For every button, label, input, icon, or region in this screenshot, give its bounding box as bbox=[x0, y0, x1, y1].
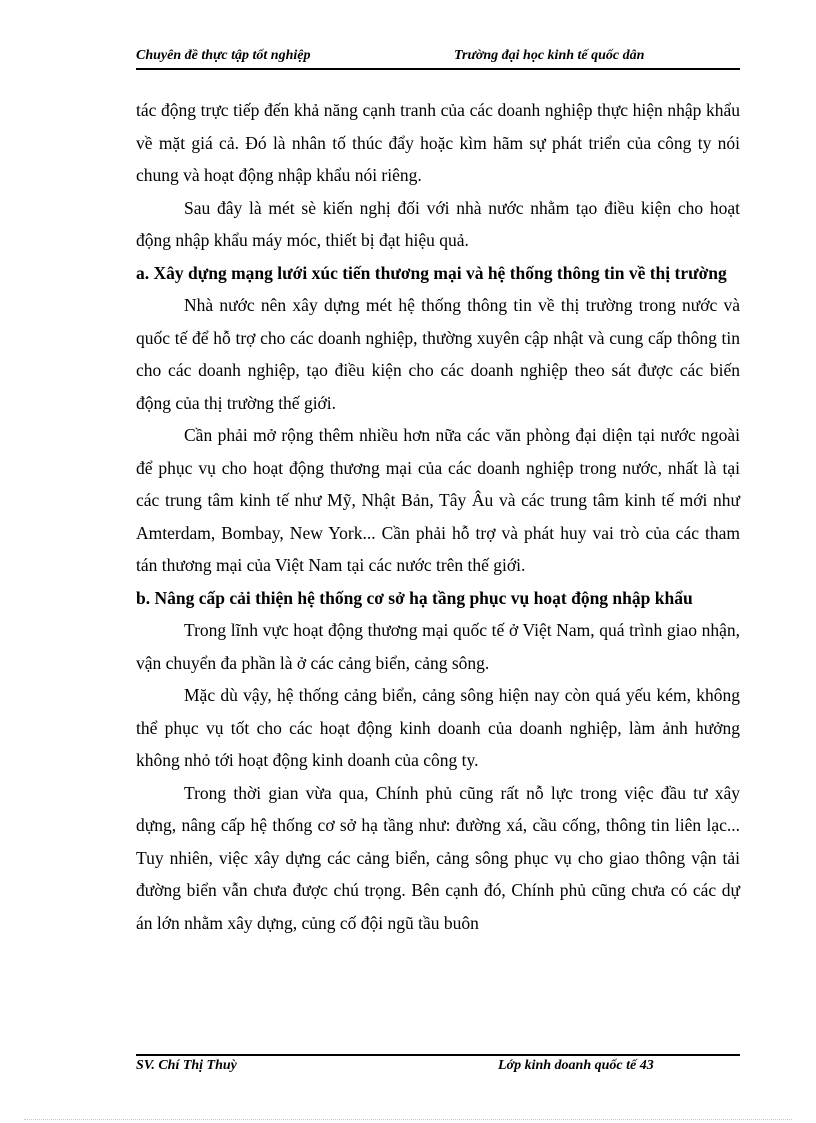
document-body bbox=[136, 94, 740, 939]
footer-class-name: Lớp kinh doanh quốc tế 43 bbox=[498, 1058, 654, 1073]
paragraph-3: Nhà nước nên xây dựng mét hệ thống thông tin về thị trường trong nước và quốc tế để hỗ trợ cho các doanh nghiệp, thường xuyên cập nhật và cung cấp thông tin cho các doanh nghiệp, tạo điều kiện cho các doanh nghiệp theo sát được các biến động của thị trường thế giới. bbox=[136, 295, 740, 413]
page-header bbox=[136, 48, 740, 70]
section-heading-a: a. Xây dựng mạng lưới xúc tiến thương mại và hệ thống thông tin về thị trường bbox=[136, 262, 727, 283]
page-bottom-dotted-line bbox=[24, 1119, 792, 1120]
header-left-title: Chuyên đề thực tập tốt nghiệp bbox=[136, 48, 311, 63]
paragraph-5: Trong lĩnh vực hoạt động thương mại quốc tế ở Việt Nam, quá trình giao nhận, vận chuyển đa phần là ở các cảng biển, cảng sông. bbox=[136, 620, 740, 673]
paragraph-1: tác động trực tiếp đến khả năng cạnh tranh của các doanh nghiệp thực hiện nhập khẩu về mặt giá cả. Đó là nhân tố thúc đẩy hoặc kìm hãm sự phát triển của công ty nói chung và hoạt động nhập khẩu nói riêng. bbox=[136, 100, 740, 185]
paragraph-7: Trong thời gian vừa qua, Chính phủ cũng rất nỗ lực trong việc đầu tư xây dựng, nâng cấp hệ thống cơ sở hạ tầng như: đường xá, cầu cống, thông tin liên lạc... Tuy nhiên, việc xây dựng các cảng biển, cảng sông phục vụ cho giao thông vận tải đường biển vẫn chưa được chú trọng. Bên cạnh đó, Chính phủ cũng chưa có các dự án lớn nhằm xây dựng, củng cố đội ngũ tầu buôn bbox=[136, 782, 740, 933]
paragraph-6: Mặc dù vậy, hệ thống cảng biển, cảng sông hiện nay còn quá yếu kém, không thể phục vụ tốt cho các hoạt động kinh doanh của doanh nghiệp, làm ảnh hưởng không nhỏ tới hoạt động kinh doanh của công ty. bbox=[136, 685, 740, 770]
paragraph-4: Cần phải mở rộng thêm nhiều hơn nữa các văn phòng đại diện tại nước ngoài để phục vụ cho hoạt động thương mại của các doanh nghiệp trong nước, nhất là tại các trung tâm kinh tế như Mỹ, Nhật Bản, Tây Âu và các trung tâm kinh tế mới như Amterdam, Bombay, New York... Cần phải hỗ trợ và phát huy vai trò của các tham tán thương mại của Việt Nam tại các nước trên thế giới. bbox=[136, 425, 740, 575]
footer-divider bbox=[136, 1054, 740, 1056]
section-heading-b: b. Nâng cấp cải thiện hệ thống cơ sở hạ tầng phục vụ hoạt động nhập khẩu bbox=[136, 587, 693, 608]
paragraph-2: Sau đây là mét sè kiến nghị đối với nhà nước nhằm tạo điều kiện cho hoạt động nhập khẩu máy móc, thiết bị đạt hiệu quả. bbox=[136, 197, 740, 250]
footer-student-name: SV. Chí Thị Thuỳ bbox=[136, 1058, 237, 1073]
header-right-title: Trường đại học kinh tế quốc dân bbox=[454, 48, 645, 63]
